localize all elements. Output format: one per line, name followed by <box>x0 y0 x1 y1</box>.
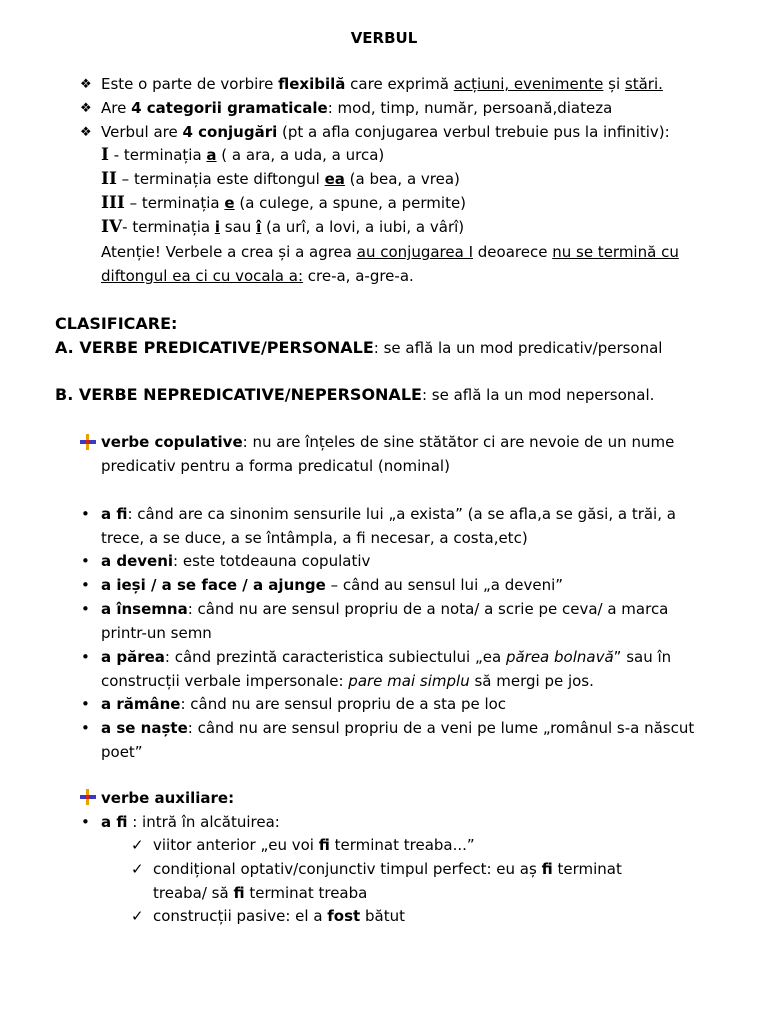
bullet-icon: • <box>81 552 90 570</box>
auxiliare-k1: viitor anterior „eu voi fi terminat treaba...” <box>153 836 475 854</box>
copulative-heading: verbe copulative: nu are înțeles de sine stătător ci are nevoie de un nume <box>101 433 675 451</box>
conjugation-2: II – terminația este diftongul ea (a bea, a vrea) <box>101 169 460 189</box>
bullet-icon: • <box>81 505 90 523</box>
auxiliare-fi: a fi : intră în alcătuirea: <box>101 813 280 831</box>
copulative-deveni: a deveni: este totdeauna copulativ <box>101 552 371 570</box>
bullet-icon: • <box>81 813 90 831</box>
check-icon: ✓ <box>131 860 144 878</box>
auxiliare-k2: condițional optativ/conjunctiv timpul perfect: eu aș fi terminat <box>153 860 622 878</box>
bullet-icon: • <box>81 695 90 713</box>
diamond-bullet-icon: ❖ <box>80 125 92 140</box>
copulative-fi: a fi: când are ca sinonim sensurile lui „a exista” (a se afla,a se găsi, a trăi, a <box>101 505 676 523</box>
copulative-parea-cont: construcții verbale impersonale: pare mai simplu să mergi pe jos. <box>101 672 594 690</box>
copulative-fi-cont: trece, a se duce, a se întâmpla, a fi necesar, a costa,etc) <box>101 529 528 547</box>
arrow-bullet-icon <box>80 434 96 450</box>
copulative-naste: a se naște: când nu are sensul propriu de a veni pe lume „românul s-a născut <box>101 719 695 737</box>
copulative-iesi: a ieși / a se face / a ajunge – când au sensul lui „a deveni” <box>101 576 564 594</box>
intro-line-2: Are 4 categorii gramaticale: mod, timp, număr, persoană,diateza <box>101 99 613 117</box>
check-icon: ✓ <box>131 836 144 854</box>
conjugation-3: III – terminația e (a culege, a spune, a permite) <box>101 193 467 213</box>
conjugation-4: IV- terminația i sau î (a urî, a lovi, a iubi, a vârî) <box>101 217 465 237</box>
arrow-bullet-icon <box>80 789 96 805</box>
class-a-line: A. VERBE PREDICATIVE/PERSONALE: se află la un mod predicativ/personal <box>55 338 663 357</box>
intro-line-3: Verbul are 4 conjugări (pt a afla conjugarea verbul trebuie pus la infinitiv): <box>101 123 670 141</box>
copulative-parea: a părea: când prezintă caracteristica subiectului „ea părea bolnavă” sau în <box>101 648 672 666</box>
page-title: VERBUL <box>350 29 418 47</box>
bullet-icon: • <box>81 576 90 594</box>
copulative-heading-cont: predicativ pentru a forma predicatul (nominal) <box>101 457 450 475</box>
copulative-naste-cont: poet” <box>101 743 143 761</box>
clasificare-heading: CLASIFICARE: <box>55 314 178 333</box>
auxiliare-heading: verbe auxiliare: <box>101 789 235 807</box>
auxiliare-k3: construcții pasive: el a fost bătut <box>153 907 405 925</box>
copulative-insemna: a însemna: când nu are sensul propriu de a nota/ a scrie pe ceva/ a marca <box>101 600 669 618</box>
auxiliare-k2-cont: treaba/ să fi terminat treaba <box>153 884 368 902</box>
check-icon: ✓ <box>131 907 144 925</box>
diamond-bullet-icon: ❖ <box>80 101 92 116</box>
conjugation-note-2: diftongul ea ci cu vocala a: cre-a, a-gre-a. <box>101 267 414 285</box>
bullet-icon: • <box>81 648 90 666</box>
class-b-line: B. VERBE NEPREDICATIVE/NEPERSONALE: se află la un mod nepersonal. <box>55 385 655 404</box>
bullet-icon: • <box>81 600 90 618</box>
diamond-bullet-icon: ❖ <box>80 77 92 92</box>
copulative-insemna-cont: printr-un semn <box>101 624 212 642</box>
conjugation-note-1: Atenție! Verbele a crea și a agrea au conjugarea I deoarece nu se termină cu <box>101 243 679 261</box>
conjugation-1: I - terminația a ( a ara, a uda, a urca) <box>101 145 385 165</box>
copulative-ramane: a rămâne: când nu are sensul propriu de a sta pe loc <box>101 695 507 713</box>
bullet-icon: • <box>81 719 90 737</box>
intro-line-1: Este o parte de vorbire flexibilă care exprimă acțiuni, evenimente și stări. <box>101 75 663 93</box>
